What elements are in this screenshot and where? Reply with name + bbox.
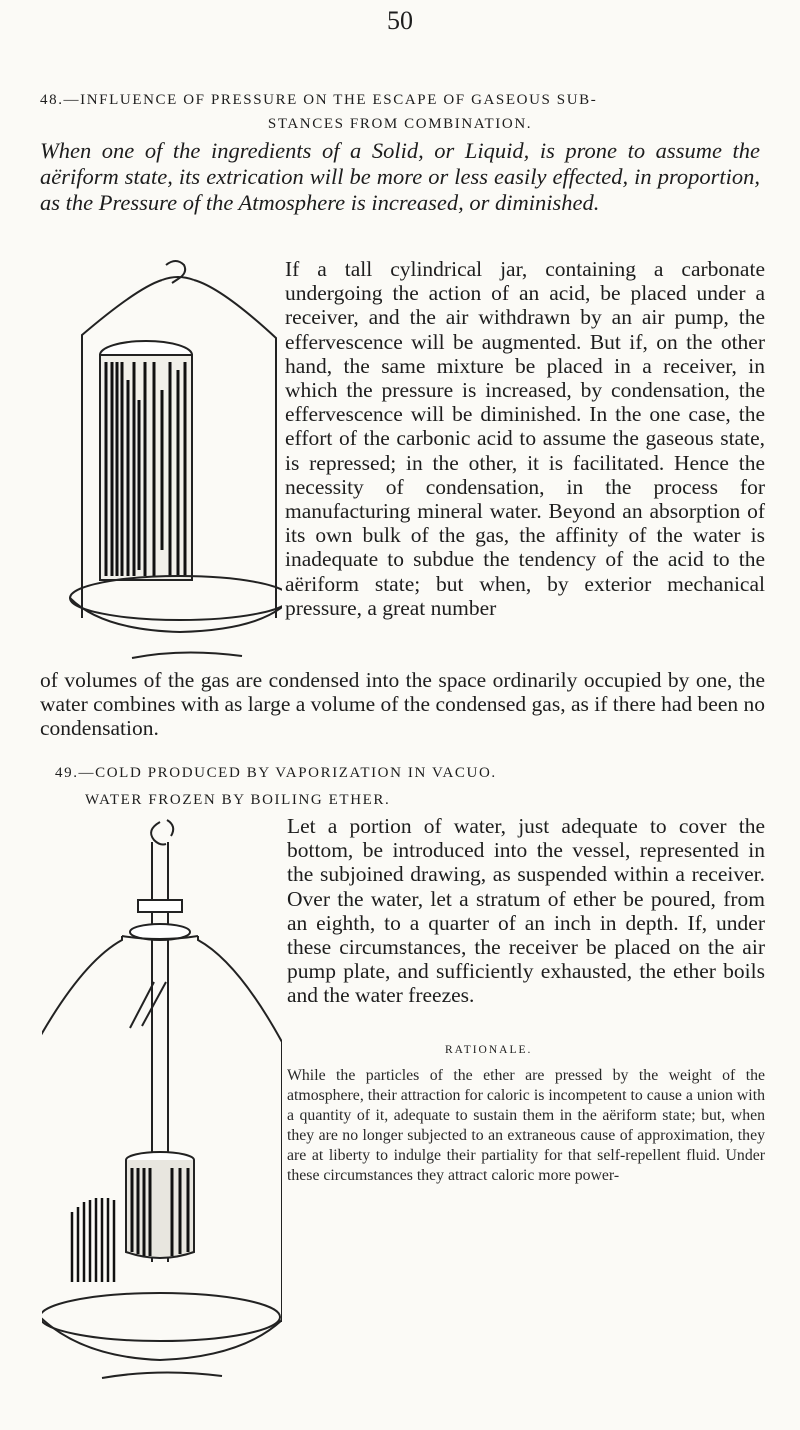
section-48-paragraph-continued: of volumes of the gas are condensed into the space ordinarily occupied by one, the water combines with as large a volume of the condensed gas, as if there had been no condensation. — [40, 668, 765, 741]
rationale-text: While the particles of the ether are pressed by the weight of the atmosphere, their attraction for caloric is incompetent to cause a union with a quantity of it, adequate to sustain them in the aëriform state; but, when they are no longer subjected to an extraneous cause of approximation, they are at liberty to indulge their partiality for that self-repellent fluid. Under these circumstances they attract caloric more power- — [287, 1067, 765, 1184]
section-48-heading: 48.—INFLUENCE OF PRESSURE ON THE ESCAPE OF GASEOUS SUB- — [40, 92, 598, 108]
bell-jar-with-cylinder-illustration — [42, 250, 282, 670]
page-number: 50 — [387, 6, 413, 35]
section-49-heading-cont: WATER FROZEN BY BOILING ETHER. — [85, 792, 391, 808]
section-49-paragraph: Let a portion of water, just adequate to cover the bottom, be introduced into the vessel, represented in the subjoined drawing, as suspended within a receiver. Over the water, let a stratum of ether be poured, from an eighth, to a quarter of an inch in depth. If, under these circumstances, the receiver be placed on the air pump plate, and sufficiently exhausted, the ether boils and the water freezes. — [287, 814, 765, 1008]
section-48-paragraph: If a tall cylindrical jar, containing a carbonate undergoing the action of an acid, be placed under a receiver, and the air withdrawn by an air pump, the effervescence will be augmented. But if, on the other hand, the same mixture be placed in a receiver, in which the pressure is increased, by condensation, the effervescence will be diminished. In the one case, the effort of the carbonic acid to assume the gaseous state, is repressed; in the other, it is facilitated. Hence the necessity of condensation, in the process for manufacturing mineral water. Beyond an absorption of its own bulk of the gas, the affinity of the water is inadequate to subdue the tendency of the acid to the aëriform state; but when, by exterior mechanical pressure, a great number — [285, 257, 765, 620]
section-48-heading-cont: STANCES FROM COMBINATION. — [267, 116, 533, 132]
rationale-heading: RATIONALE. — [445, 1044, 533, 1056]
bell-jar-with-suspended-vessel-illustration — [42, 812, 282, 1392]
section-48-principle: When one of the ingredients of a Solid, or Liquid, is prone to assume the aëriform state, its extrication will be more or less easily effected, in proportion, as the Pressure of the Atmosphere is increased, or diminished. — [40, 138, 760, 215]
section-49-heading: 49.—COLD PRODUCED BY VAPORIZATION IN VACUO. — [55, 765, 497, 781]
